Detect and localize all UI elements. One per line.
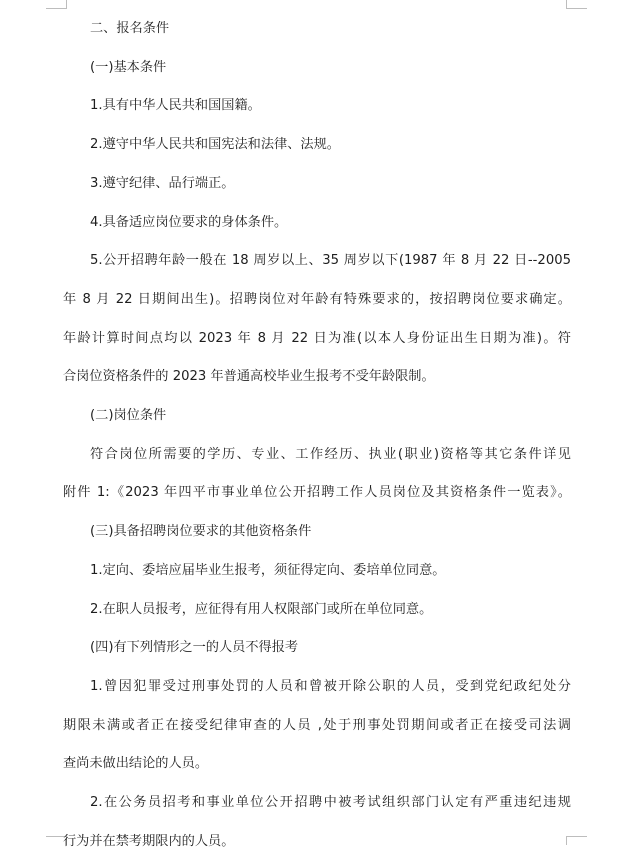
list-item-age — [63, 242, 571, 397]
list-item — [63, 591, 571, 630]
list-item-text: 3.遵守纪律、品行端正。 — [90, 175, 235, 191]
page-corner-mark-top-right — [566, 0, 587, 9]
list-item-text: 1.具有中华人民共和国国籍。 — [90, 98, 261, 114]
paragraph-line: 2.在公务员招考和事业单位公开招聘中被考试组织部门认定有严重违纪违规 — [90, 795, 571, 811]
list-item — [63, 165, 571, 204]
paragraph-line: 查尚未做出结论的人员。 — [63, 756, 209, 772]
paragraph-line: 合岗位资格条件的 2023 年普通高校毕业生报考不受年龄限制。 — [63, 369, 435, 385]
list-item-text: 2.在职人员报考，应征得有用人权限部门或所在单位同意。 — [90, 601, 433, 617]
section-heading-text: 二、报名条件 — [90, 21, 170, 36]
paragraph-line: 行为并在禁考期限内的人员。 — [63, 833, 235, 849]
subsection-heading-text: (三)具备招聘岗位要求的其他资格条件 — [90, 524, 312, 540]
document-body — [63, 10, 571, 861]
subsection-heading-text: (二)岗位条件 — [90, 408, 167, 424]
paragraph-line: 期限未满或者正在接受纪律审查的人员 ,处于刑事处罚期间或者正在接受司法调 — [63, 717, 571, 733]
list-item-text: 4.具备适应岗位要求的身体条件。 — [90, 214, 288, 230]
paragraph-position-conditions — [63, 436, 571, 513]
paragraph-line: 附件 1:《2023 年四平市事业单位公开招聘工作人员岗位及其资格条件一览表》。 — [63, 485, 571, 501]
list-item-text: 1.定向、委培应届毕业生报考，须征得定向、委培单位同意。 — [90, 562, 446, 578]
page-corner-mark-top-left — [46, 0, 67, 9]
list-item — [63, 204, 571, 243]
list-item — [63, 552, 571, 591]
subsection-heading-text: (四)有下列情形之一的人员不得报考 — [90, 640, 299, 656]
list-item — [63, 126, 571, 165]
paragraph-line: 1.曾因犯罪受过刑事处罚的人员和曾被开除公职的人员，受到党纪政纪处分 — [90, 678, 571, 694]
list-item — [63, 87, 571, 126]
subsection-heading-other — [63, 513, 571, 552]
list-item-text: 2.遵守中华人民共和国宪法和法律、法规。 — [90, 137, 340, 153]
list-item-violation — [63, 784, 571, 861]
subsection-heading-position — [63, 397, 571, 436]
list-item-criminal — [63, 668, 571, 784]
paragraph-line: 年龄计算时间点均以 2023 年 8 月 22 日为准(以本人身份证出生日期为准)。符 — [63, 330, 571, 346]
section-heading — [63, 10, 571, 49]
paragraph-line: 年 8 月 22 日期间出生)。招聘岗位对年龄有特殊要求的，按招聘岗位要求确定。 — [63, 291, 571, 307]
subsection-heading-basic — [63, 49, 571, 88]
paragraph-line: 5.公开招聘年龄一般在 18 周岁以上、35 周岁以下(1987 年 8 月 22 日--2005 — [90, 253, 571, 269]
paragraph-line: 符合岗位所需要的学历、专业、工作经历、执业(职业)资格等其它条件详见 — [90, 446, 571, 462]
subsection-heading-text: (一)基本条件 — [90, 59, 167, 75]
subsection-heading-exclusions — [63, 629, 571, 668]
